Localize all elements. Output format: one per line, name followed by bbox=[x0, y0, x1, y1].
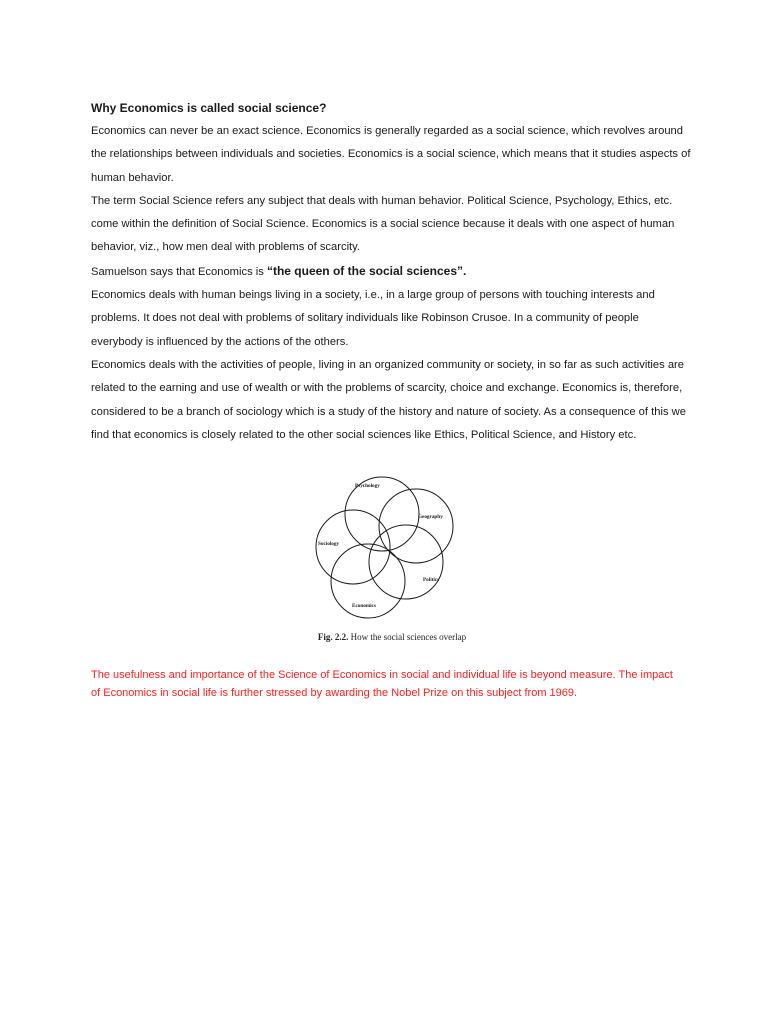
figure-caption-text: How the social sciences overlap bbox=[350, 632, 467, 642]
label-economics: Economics bbox=[352, 603, 376, 609]
figure-caption bbox=[302, 632, 482, 642]
samuelson-prefix: Samuelson says that Economics is bbox=[91, 265, 267, 278]
paragraph-social-science-term: The term Social Science refers any subject that deals with human behavior. Political Science, Psychology, Ethics, etc. come within the definition of Social Science. Economics is a social science because it deals with one aspect of human behavior, viz., how men deal with problems of scarcity. bbox=[91, 194, 675, 254]
document-body bbox=[91, 98, 691, 447]
label-geography: Geography bbox=[418, 514, 443, 520]
samuelson-quote: “the queen of the social sciences”. bbox=[266, 263, 467, 278]
overlap-diagram-svg bbox=[302, 470, 482, 640]
closing-paragraph: The usefulness and importance of the Science of Economics in social and individual life is beyond measure. The impact of Economics in social life is further stressed by awarding the Nobel Prize on this subject from 1969. bbox=[91, 669, 673, 699]
figure-number: Fig. 2.2. bbox=[317, 632, 349, 642]
section-heading: Why Economics is called social science? bbox=[91, 101, 327, 115]
overlap-diagram bbox=[302, 470, 482, 650]
paragraph-samuelson bbox=[91, 260, 691, 284]
paragraph-human-beings: Economics deals with human beings living in a society, i.e., in a large group of persons with touching interests and problems. It does not deal with problems of solitary individuals like Robinson Crusoe. In a community of people everybody is influenced by the actions of the others. bbox=[91, 289, 655, 348]
paragraph-exact-science: Economics can never be an exact science. Economics is generally regarded as a social science, which revolves around the relationships between individuals and societies. Economics is a social science, which means that it studies aspects of human behavior. bbox=[91, 125, 691, 184]
label-politics: Politics bbox=[423, 577, 440, 583]
label-psychology: Psychology bbox=[355, 483, 380, 489]
paragraph-activities: Economics deals with the activities of people, living in an organized community or society, in so far as such activities are related to the earning and use of wealth or with the problems of scarcity, choice and exchange. Economics is, therefore, considered to be a branch of sociology which is a study of the history and nature of society. As a consequence of this we find that economics is closely related to the other social sciences like Ethics, Political Science, and History etc. bbox=[91, 358, 686, 441]
label-sociology: Sociology bbox=[318, 541, 340, 547]
